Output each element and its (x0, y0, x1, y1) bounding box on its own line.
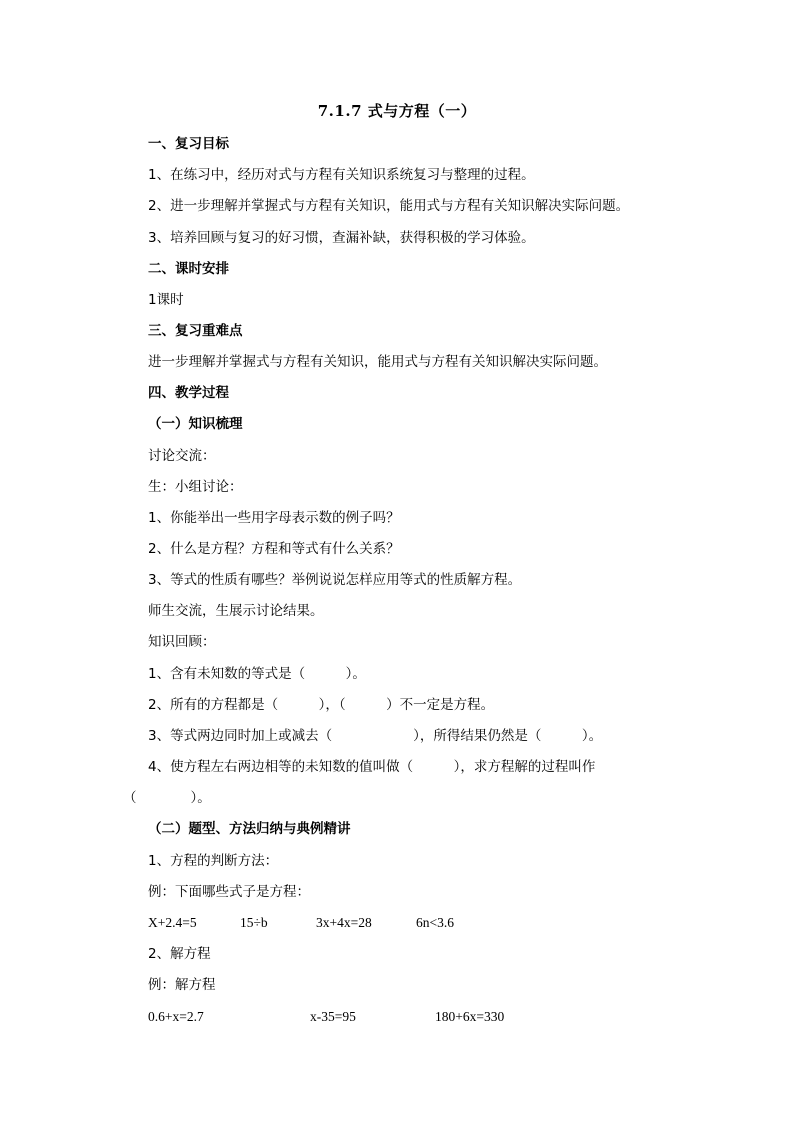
equation: 0.6+x=2.7 (148, 1009, 204, 1024)
part1-heading: （一）知识梳理 (148, 416, 243, 432)
review-item-4: 4、使方程左右两边相等的未知数的值叫做（ ），求方程解的过程叫作 (148, 759, 596, 775)
equation: x-35=95 (310, 1009, 356, 1024)
method-2: 2、解方程 (148, 946, 211, 962)
goals-heading: 一、复习目标 (148, 136, 229, 152)
schedule-text: 1课时 (148, 292, 184, 308)
example-1-label: 例：下面哪些式子是方程： (148, 884, 310, 900)
goal-item-2: 2、进一步理解并掌握式与方程有关知识，能用式与方程有关知识解决实际问题。 (148, 198, 630, 214)
page-title: 7.1.7 式与方程（一） (317, 102, 477, 120)
keypoints-text: 进一步理解并掌握式与方程有关知识，能用式与方程有关知识解决实际问题。 (148, 354, 607, 370)
example-1-expressions (148, 913, 548, 933)
keypoints-heading: 三、复习重难点 (148, 323, 243, 339)
example-2-equations (148, 1007, 568, 1027)
question-1: 1、你能举出一些用字母表示数的例子吗？ (148, 510, 400, 526)
goal-item-1: 1、在练习中，经历对式与方程有关知识系统复习与整理的过程。 (148, 167, 535, 183)
question-2: 2、什么是方程？方程和等式有什么关系？ (148, 541, 400, 557)
expression: 3x+4x=28 (316, 915, 372, 930)
discuss-label: 讨论交流： (148, 448, 216, 464)
question-3: 3、等式的性质有哪些？举例说说怎样应用等式的性质解方程。 (148, 572, 522, 588)
equation: 180+6x=330 (435, 1009, 505, 1024)
expression: 6n<3.6 (416, 915, 454, 930)
review-item-1: 1、含有未知数的等式是（ ）。 (148, 666, 366, 682)
review-label: 知识回顾： (148, 634, 216, 650)
expression: X+2.4=5 (148, 915, 197, 930)
teacher-student-text: 师生交流，生展示讨论结果。 (148, 603, 324, 619)
review-item-3: 3、等式两边同时加上或减去（ ），所得结果仍然是（ ）。 (148, 728, 603, 744)
part2-heading: （二）题型、方法归纳与典例精讲 (148, 821, 351, 837)
schedule-heading: 二、课时安排 (148, 261, 229, 277)
method-1: 1、方程的判断方法： (148, 853, 279, 869)
student-group-label: 生：小组讨论： (148, 479, 243, 495)
process-heading: 四、教学过程 (148, 385, 229, 401)
review-item-2: 2、所有的方程都是（ ），（ ）不一定是方程。 (148, 697, 495, 713)
review-item-4-continued: （ ）。 (123, 790, 211, 806)
expression: 15÷b (240, 915, 268, 930)
example-2-label: 例：解方程 (148, 977, 216, 993)
goal-item-3: 3、培养回顾与复习的好习惯，查漏补缺，获得积极的学习体验。 (148, 230, 535, 246)
